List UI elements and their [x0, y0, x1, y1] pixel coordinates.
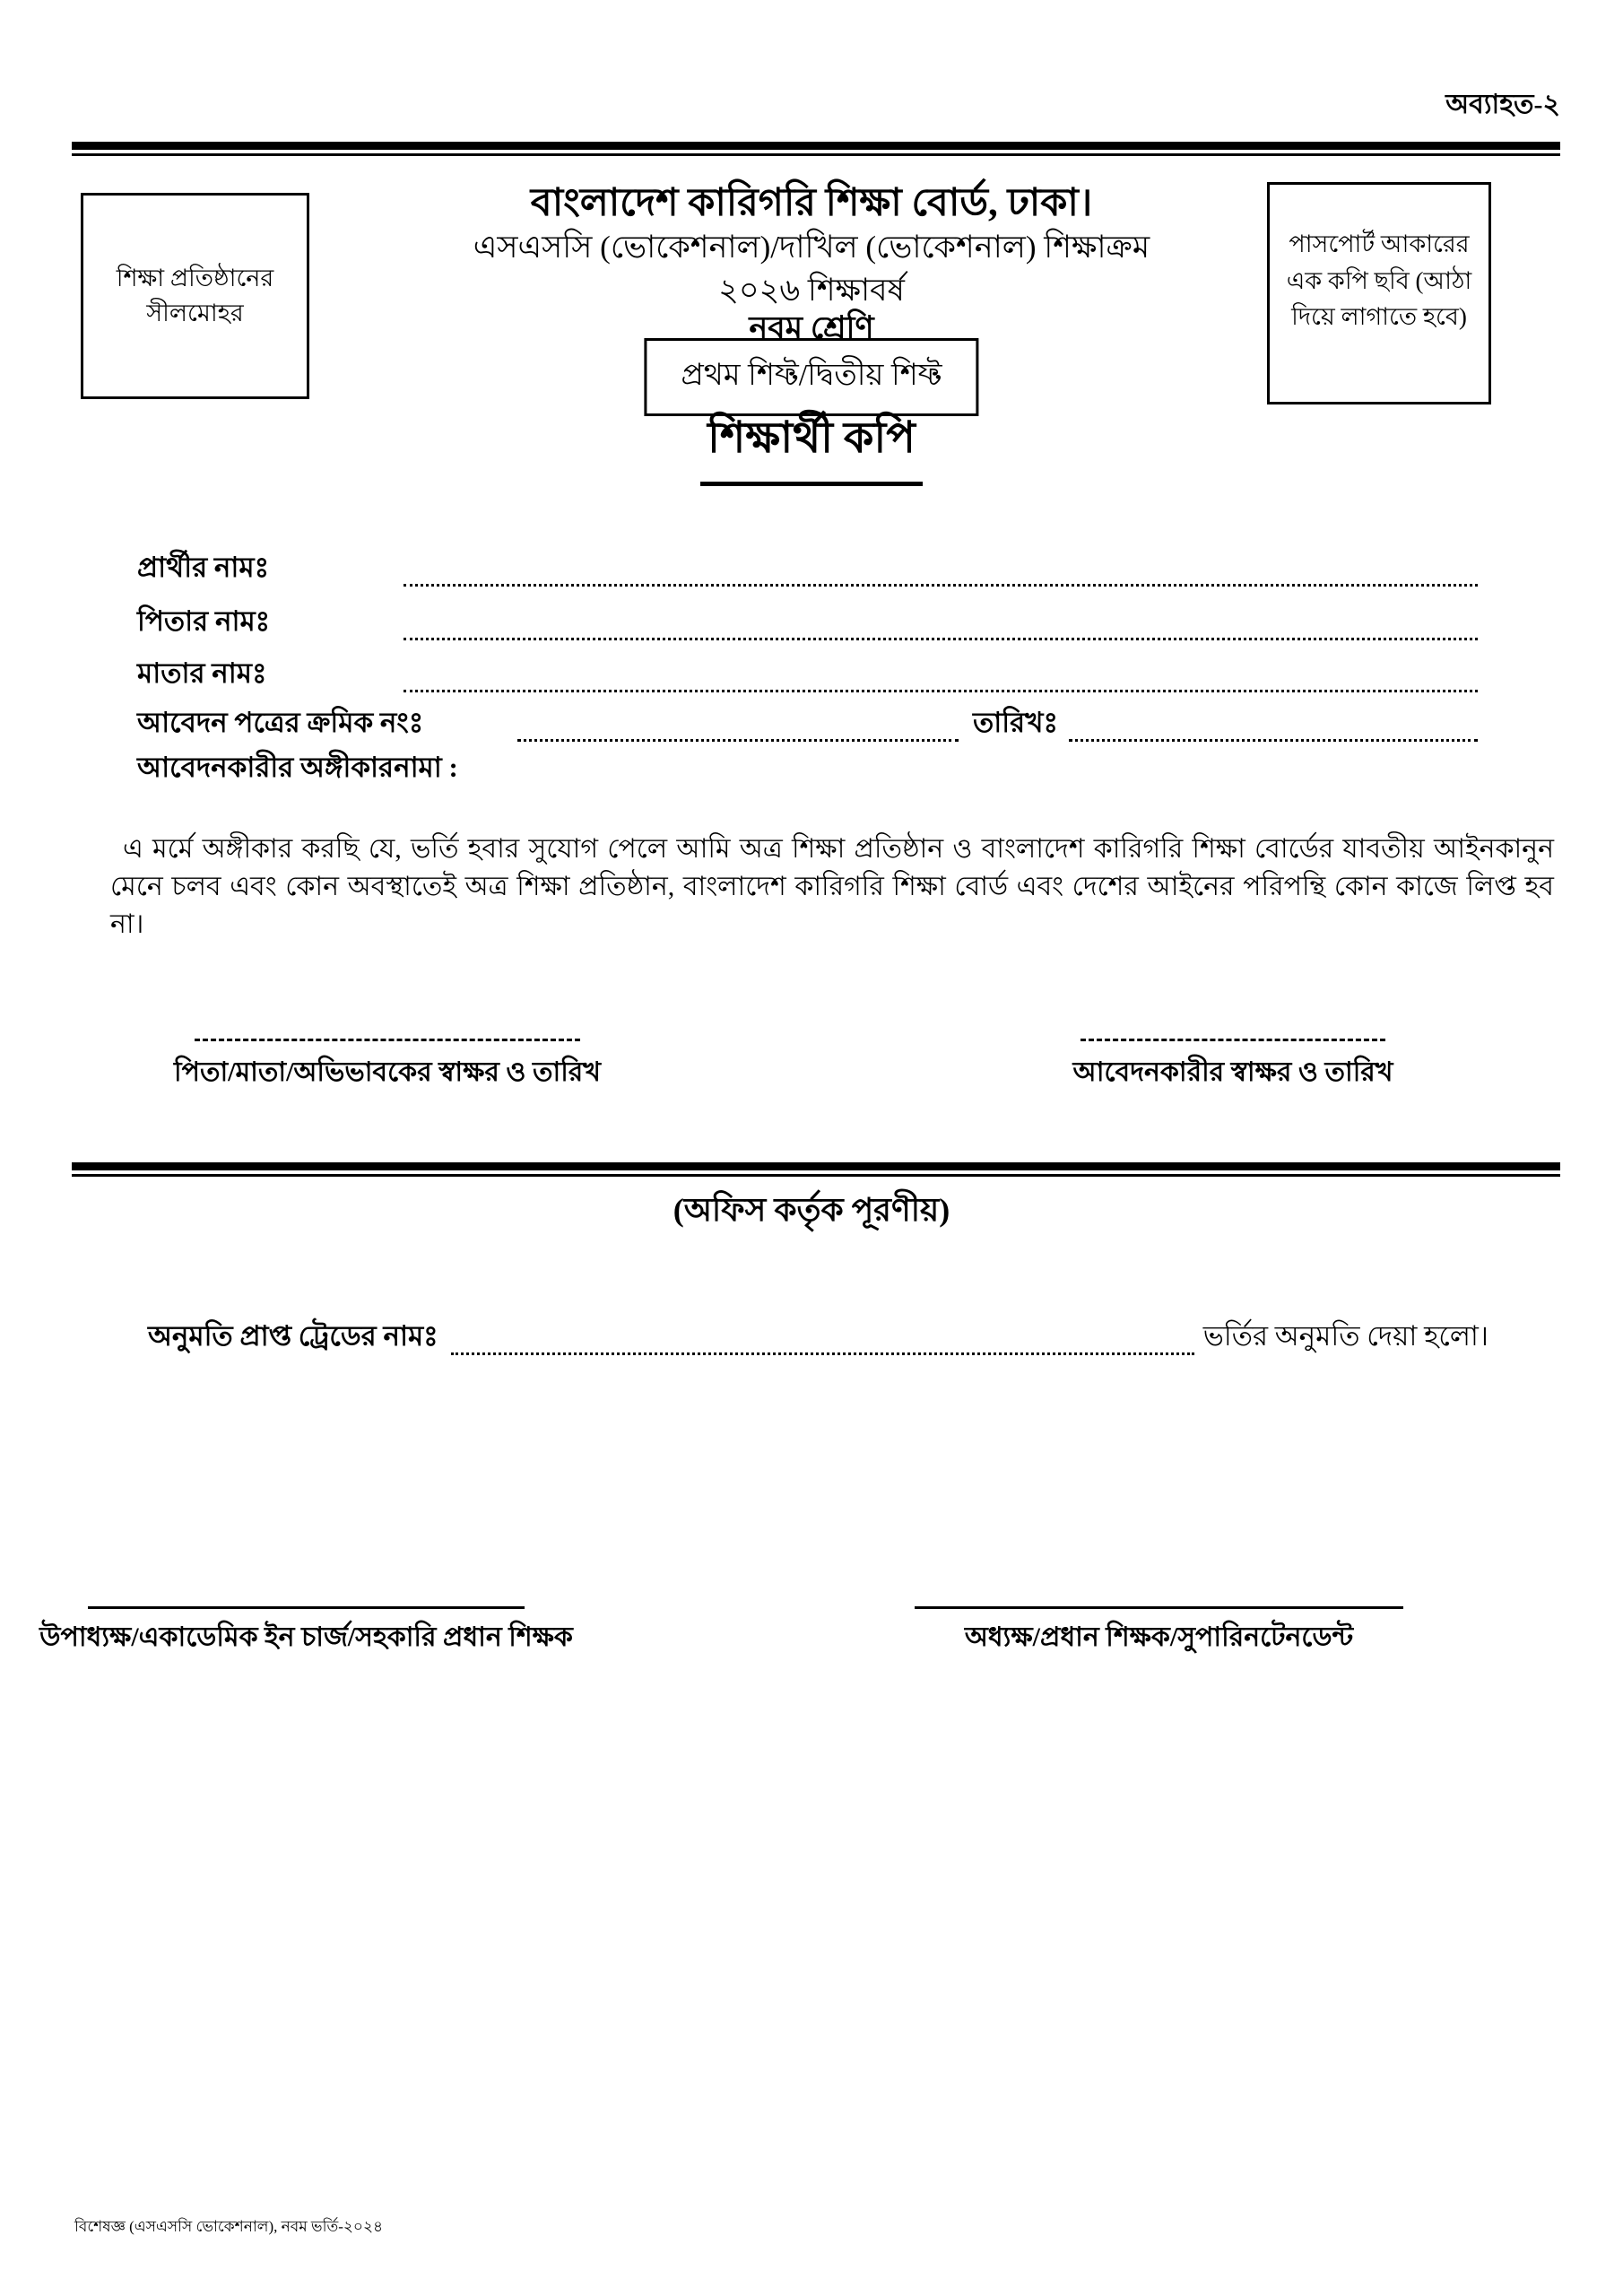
declaration-body: এ মর্মে অঙ্গীকার করছি যে, ভর্তি হবার সুযোগ পেলে আমি অত্র শিক্ষা প্রতিষ্ঠান ও বাংলাদেশ কারিগরি শিক্ষা বোর্ডের যাবতীয় আইনকানুন মেনে চলব এবং কোন অবস্থাতেই অত্র শিক্ষা প্রতিষ্ঠান, বাংলাদেশ কারিগরি শিক্ষা বোর্ড এবং দেশের আইনের পরিপন্থি কোন কাজে লিপ্ত হব না।: [110, 834, 1554, 939]
shift-selector-box: প্রথম শিফ্ট/দ্বিতীয় শিফ্ট: [644, 338, 978, 416]
principal-signature-line[interactable]: [915, 1606, 1403, 1609]
trade-name-label: অনুমতি প্রাপ্ত ট্রেডের নামঃ: [148, 1320, 438, 1352]
mother-name-label: মাতার নামঃ: [137, 657, 267, 689]
rule-thick-bar: [72, 142, 1560, 150]
top-double-rule: [72, 142, 1560, 156]
applicant-signature-line[interactable]: [1081, 1039, 1385, 1041]
trade-name-row: [148, 1320, 1488, 1361]
class-line: নবম শ্রেণি: [749, 310, 874, 345]
principal-signature-block: [915, 1606, 1403, 1661]
candidate-name-row: [137, 553, 1478, 593]
application-serial-field[interactable]: [517, 739, 959, 742]
father-name-row: [137, 607, 1478, 647]
office-section-double-rule: [72, 1162, 1560, 1177]
rule-thick-bar: [72, 1162, 1560, 1170]
session-year-line: ২০২৬ শিক্ষাবর্ষ: [718, 273, 905, 308]
admission-permission-text: ভর্তির অনুমতি দেয়া হলো।: [1202, 1320, 1488, 1352]
guardian-signature-caption: পিতা/মাতা/অভিভাবকের স্বাক্ষর ও তারিখ: [174, 1057, 601, 1087]
institution-seal-label: শিক্ষা প্রতিষ্ঠানের সীলমোহর: [116, 264, 274, 326]
form-footer-note: বিশেষজ্ঞ (এসএসসি ভোকেশনাল), নবম ভর্তি-২০২৪: [74, 2218, 384, 2235]
father-name-label: পিতার নামঃ: [137, 605, 271, 637]
guardian-signature-line[interactable]: [195, 1039, 580, 1041]
father-name-field[interactable]: [404, 638, 1478, 640]
date-field[interactable]: [1069, 739, 1478, 742]
office-section-title: (অফিস কর্তৃক পূরণীয়): [673, 1192, 950, 1228]
candidate-name-label: প্রার্থীর নামঃ: [137, 552, 270, 583]
date-label: তারিখঃ: [973, 707, 1059, 738]
declaration-heading: আবেদনকারীর অঙ্গীকারনামা :: [137, 752, 458, 783]
vice-principal-signature-block: [39, 1606, 573, 1661]
principal-caption: অধ্যক্ষ/প্রধান শিক্ষক/সুপারিনটেনডেন্ট: [964, 1622, 1354, 1652]
copy-title: [0, 405, 1623, 486]
mother-name-row: [137, 659, 1478, 699]
declaration-heading-row: [137, 753, 1478, 793]
rule-thin-bar: [72, 153, 1560, 156]
continuation-note: অব্যাহত-২: [1445, 90, 1560, 119]
mother-name-field[interactable]: [404, 690, 1478, 692]
guardian-signature-block: [174, 1039, 601, 1096]
program-line: এসএসসি (ভোকেশনাল)/দাখিল (ভোকেশনাল) শিক্ষাক্রম: [473, 230, 1150, 265]
board-title: বাংলাদেশ কারিগরি শিক্ষা বোর্ড, ঢাকা।: [530, 182, 1093, 224]
application-serial-row: [137, 709, 1478, 748]
candidate-name-field[interactable]: [404, 584, 1478, 587]
passport-photo-label: পাসপোর্ট আকারের এক কপি ছবি (আঠা দিয়ে লাগাতে হবে): [1286, 230, 1472, 330]
application-serial-label: আবেদন পত্রের ক্রমিক নংঃ: [137, 707, 424, 738]
applicant-signature-caption: আবেদনকারীর স্বাক্ষর ও তারিখ: [1072, 1057, 1393, 1087]
vice-principal-caption: উপাধ্যক্ষ/একাডেমিক ইন চার্জ/সহকারি প্রধান শিক্ষক: [39, 1622, 573, 1652]
vice-principal-signature-line[interactable]: [88, 1606, 525, 1609]
copy-title-text: শিক্ষার্থী কপি: [700, 405, 923, 486]
trade-name-field[interactable]: [451, 1352, 1194, 1355]
rule-thin-bar: [72, 1174, 1560, 1177]
applicant-signature-block: [1072, 1039, 1393, 1096]
